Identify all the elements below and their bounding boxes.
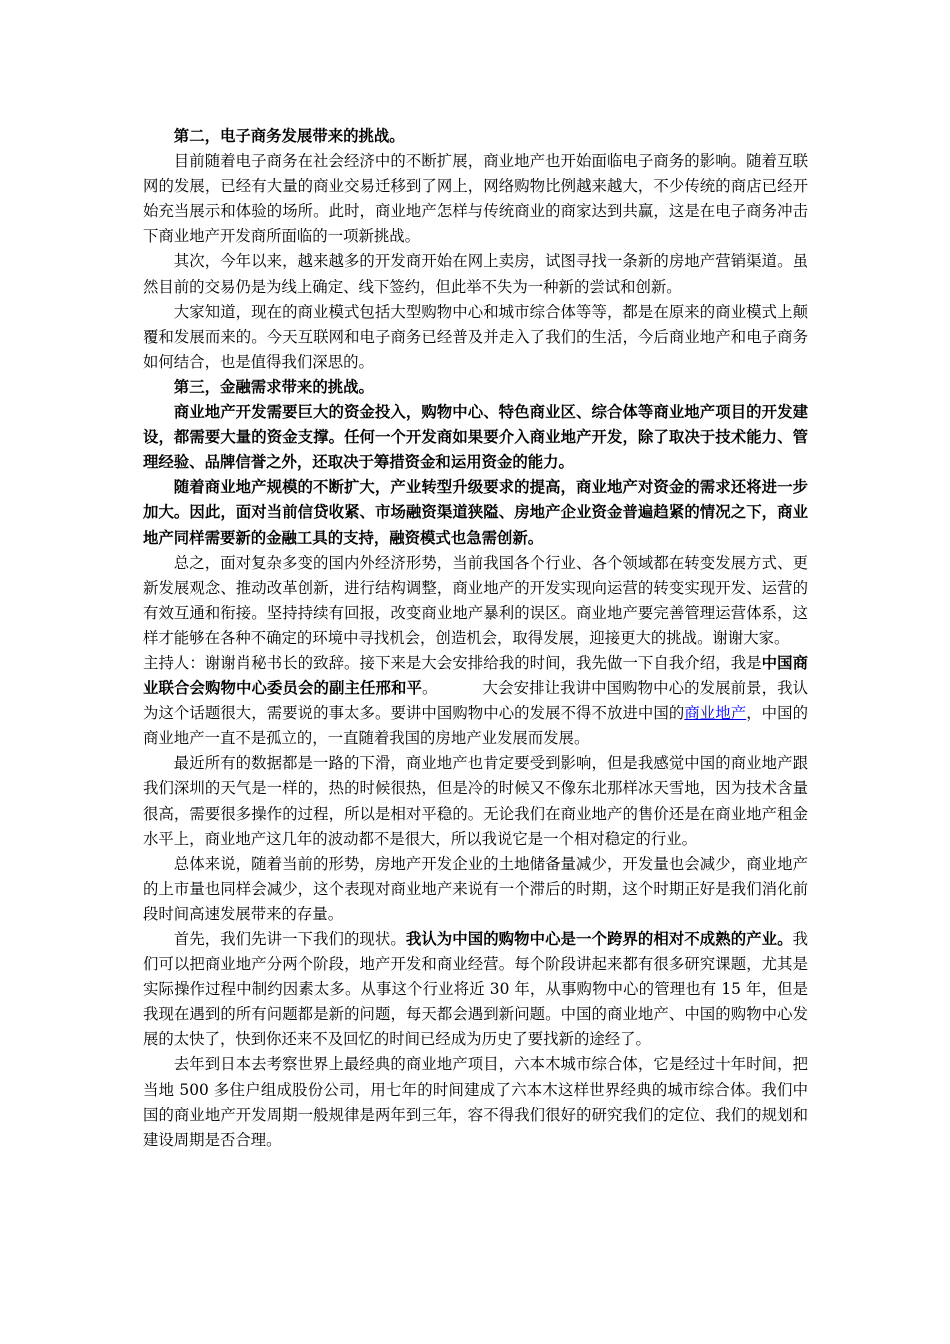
host-topic-text-end: ，中国的商业地产一直不是孤立的，一直随着我国的房地产业发展而发展。 xyxy=(143,704,808,748)
host-title-bold: 中国商业联合会购物中心委员会的副主任邢和平 xyxy=(143,653,808,698)
paragraph-business-models: 大家知道，现在的商业模式包括大型购物中心和城市综合体等等，都是在原来的商业模式上颠覆和发展而来的。今天互联网和电子商务已经普及并走入了我们的生活，今后商业地产和电子商务如何结合，也是值得我们深思的。 xyxy=(143,302,808,371)
host-intro-period: 。 xyxy=(421,679,438,698)
section-heading-ecommerce: 第二，电子商务发展带来的挑战。 xyxy=(173,127,405,145)
status-intro-text: 首先，我们先讲一下我们的现状。 xyxy=(173,930,406,948)
status-thesis-bold: 我认为中国的购物中心是一个跨界的相对不成熟的产业。 xyxy=(405,930,793,948)
paragraph-conclusion: 总之，面对复杂多变的国内外经济形势，当前我国各个行业、各个领域都在转变发展方式、更新发展观念、推动改革创新，进行结构调整，商业地产的开发实现向运营的转变实现开发、运营的有效互通和衔接。坚持持续有回报，改变商业地产暴利的误区。商业地产要完善管理运营体系，这样才能够在各种不确定的环境中寻找机会，创造机会，取得发展，迎接更大的挑战。谢谢大家。 xyxy=(143,553,808,647)
paragraph-online-sales: 其次，今年以来，越来越多的开发商开始在网上卖房，试图寻找一条新的房地产营销渠道。虽然目前的交易仍是为线上确定、线下签约，但此举不失为一种新的尝试和创新。 xyxy=(143,252,808,296)
host-intro-text: 主持人：谢谢肖秘书长的致辞。接下来是大会安排给我的时间，我先做一下自我介绍，我是 xyxy=(143,653,762,672)
paragraph-market-stability: 最近所有的数据都是一路的下滑，商业地产也肯定要受到影响，但是我感觉中国的商业地产跟我们深圳的天气是一样的，热的时候很热，但是冷的时候又不像东北那样冰天雪地，因为技术含量很高，需要很多操作的过程，所以是相对平稳的。无论我们在商业地产的售价还是在商业地产租金水平上，商业地产这几年的波动都不是很大，所以我说它是一个相对稳定的行业。 xyxy=(143,754,808,848)
paragraph-overall-trend: 总体来说，随着当前的形势，房地产开发企业的土地储备量减少，开发量也会减少，商业地产的上市量也同样会减少，这个表现对商业地产来说有一个滞后的时期，这个时期正好是我们消化前段时间高速发展带来的存量。 xyxy=(143,854,808,923)
commercial-real-estate-link[interactable]: 商业地产 xyxy=(684,704,747,723)
paragraph-ecommerce-impact: 目前随着电子商务在社会经济中的不断扩展，商业地产也开始面临电子商务的影响。随着互联网的发展，已经有大量的商业交易迁移到了网上，网络购物比例越来越大，不少传统的商店已经开始充当展示和体验的场所。此时，商业地产怎样与传统商业的商家达到共赢，这是在电子商务冲击下商业地产开发商所面临的一项新挑战。 xyxy=(143,152,808,246)
paragraph-capital-needs: 商业地产开发需要巨大的资金投入，购物中心、特色商业区、综合体等商业地产项目的开发建设，都需要大量的资金支撑。任何一个开发商如果要介入商业地产开发，除了取决于技术能力、管理经验、品牌信誉之外，还取决于筹措资金和运用资金的能力。 xyxy=(143,403,808,472)
status-detail-text: 我们可以把商业地产分两个阶段，地产开发和商业经营。每个阶段讲起来都有很多研究课题，尤其是实际操作过程中制约因素太多。从事这个行业将近 30 年，从事购物中心的管理也有 15 年，但是我现在遇到的所有问题都是新的问题，每天都会遇到新问题。中国的商业地产、中国的购物中心发展的太快了，快到你还来不及回忆的时间已经成为历史了要找新的途经了。 xyxy=(143,930,808,1049)
paragraph-financing-innovation: 随着商业地产规模的不断扩大，产业转型升级要求的提高，商业地产对资金的需求还将进一步加大。因此，面对当前信贷收紧、市场融资渠道狭隘、房地产企业资金普遍趋紧的情况之下，商业地产同样需要新的金融工具的支持，融资模式也急需创新。 xyxy=(143,478,808,547)
paragraph-host-intro xyxy=(143,651,808,751)
document-page xyxy=(143,124,808,1153)
paragraph-current-status xyxy=(143,927,808,1052)
host-topic-text: 大会安排让我讲中国购物中心的发展前景，我认为这个话题很大，需要说的事太多。要讲中国购物中心的发展不得不放进中国的 xyxy=(143,679,808,723)
section-heading-finance: 第三，金融需求带来的挑战。 xyxy=(173,377,374,396)
paragraph-roppongi-example: 去年到日本去考察世界上最经典的商业地产项目，六本木城市综合体，它是经过十年时间，把当地 500 多住户组成股份公司，用七年的时间建成了六本木这样世界经典的城市综合体。我们中国的商业地产开发周期一般规律是两年到三年，容不得我们很好的研究我们的定位、我们的规划和建设周期是否合理。 xyxy=(143,1055,808,1149)
